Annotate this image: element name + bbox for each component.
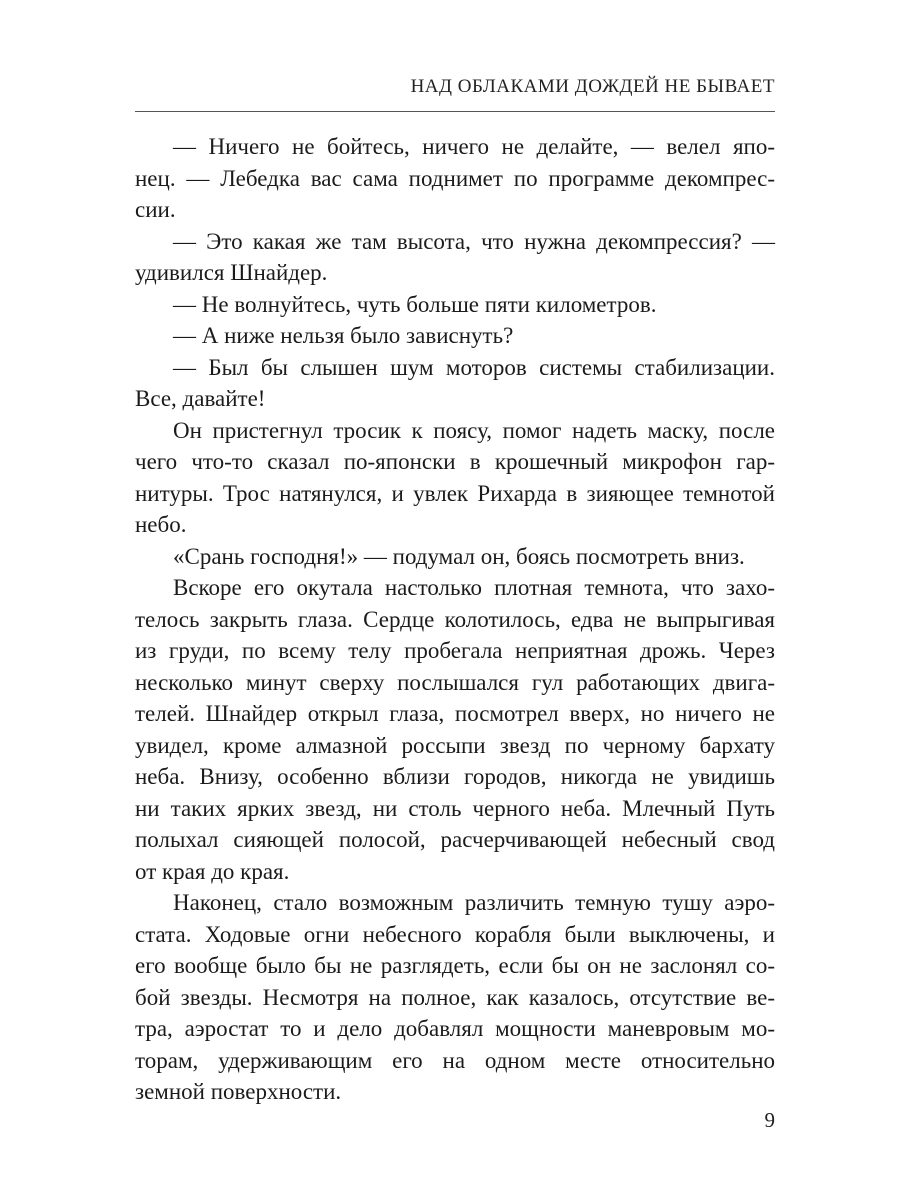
text-line: из груди, по всему телу пробегала неприятная дрожь. Через	[135, 638, 775, 663]
text-line: Вскоре его окутала настолько плотная темнота, что захо-	[173, 575, 775, 600]
text-line: телей. Шнайдер открыл глаза, посмотрел вверх, но ничего не	[135, 701, 775, 726]
page-number: 9	[764, 1108, 775, 1132]
paragraph	[135, 572, 775, 887]
paragraph	[135, 352, 775, 415]
text-line: тра, аэростат то и дело добавлял мощности маневровым мо-	[135, 1016, 775, 1041]
text-line: его вообще было бы не разглядеть, если бы он не заслонял со-	[135, 953, 775, 978]
text-line: — Был бы слышен шум моторов системы стабилизации.	[173, 354, 775, 380]
text-line: неба. Внизу, особенно вблизи городов, никогда не увидишь	[135, 764, 775, 789]
text-line: полыхал сияющей полосой, расчерчивающей небесный свод	[135, 827, 775, 852]
text-line: «Срань господня!» — подумал он, боясь посмотреть вниз.	[173, 543, 745, 569]
paragraph	[135, 541, 775, 573]
text-line: — А ниже нельзя было зависнуть?	[173, 323, 514, 348]
text-line: — Не волнуйтесь, чуть больше пяти километров.	[173, 291, 657, 317]
text-line: удивился Шнайдер.	[135, 260, 328, 285]
paragraph	[135, 320, 775, 352]
text-line: бой звезды. Несмотря на полное, как казалось, отсутствие ве-	[135, 984, 775, 1010]
text-line: нитуры. Трос натянулся, и увлек Рихарда в зияющее темнотой	[135, 480, 775, 506]
text-line: — Это какая же там высота, что нужна декомпрессия? —	[173, 228, 775, 254]
text-line: небо.	[135, 512, 187, 537]
text-line: земной поверхности.	[135, 1079, 342, 1104]
running-header-title: НАД ОБЛАКАМИ ДОЖДЕЙ НЕ БЫВАЕТ	[410, 76, 775, 97]
text-line: ни таких ярких звезд, ни столь черного неба. Млечный Путь	[135, 795, 775, 821]
header-rule	[135, 111, 775, 112]
text-line: увидел, кроме алмазной россыпи звезд по черному бархату	[135, 732, 775, 758]
text-line: торам, удерживающим его на одном месте относительно	[135, 1047, 775, 1073]
text-line: телось закрыть глаза. Сердце колотилось, едва не выпрыгивая	[135, 606, 775, 632]
paragraph	[135, 289, 775, 321]
text-line: чего что-то сказал по-японски в крошечный микрофон гар-	[135, 449, 775, 474]
text-line: Наконец, стало возможным различить темную тушу аэро-	[173, 890, 775, 915]
paragraph	[135, 415, 775, 541]
text-line: сии.	[135, 197, 176, 222]
text-line: стата. Ходовые огни небесного корабля были выключены, и	[135, 921, 775, 947]
paragraph	[135, 226, 775, 289]
text-line: несколько минут сверху послышался гул работающих двига-	[135, 669, 775, 695]
body-text	[135, 131, 775, 1108]
text-line: нец. — Лебедка вас сама поднимет по программе декомпрес-	[135, 165, 775, 191]
text-line: Все, давайте!	[135, 386, 266, 411]
paragraph	[135, 131, 775, 226]
text-line: Он пристегнул тросик к поясу, помог надеть маску, после	[173, 417, 775, 443]
text-line: — Ничего не бойтесь, ничего не делайте, — велел япо-	[173, 134, 775, 159]
paragraph	[135, 887, 775, 1108]
text-line: от края до края.	[135, 858, 290, 884]
